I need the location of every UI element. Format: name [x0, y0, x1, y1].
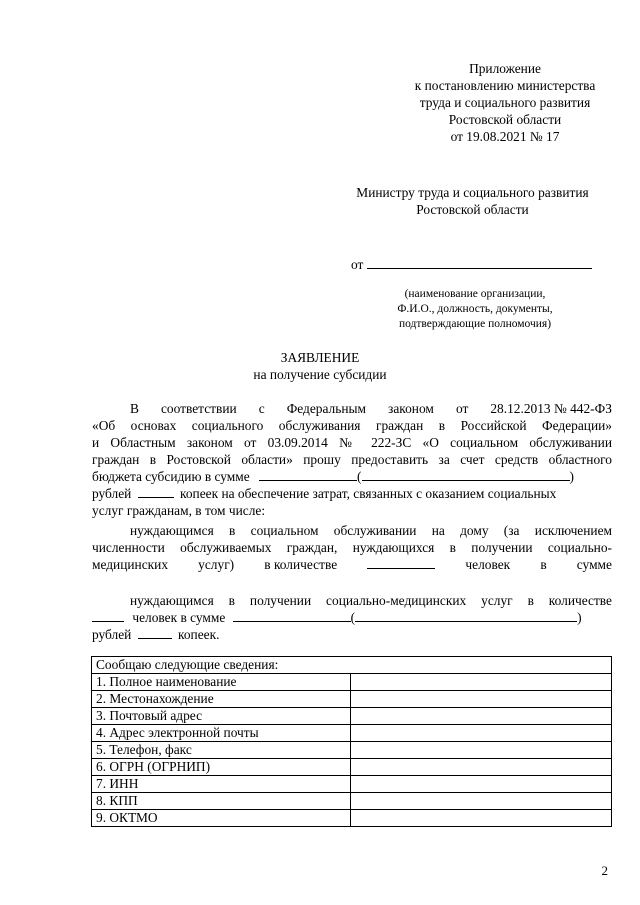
table-header-row: [92, 657, 612, 674]
table-row: [92, 725, 612, 742]
paragraph-2: [92, 522, 612, 573]
text: бюджета субсидию в сумме: [92, 469, 250, 484]
count-blank[interactable]: [92, 609, 124, 622]
word: сумме: [576, 557, 612, 572]
word: 28.12.2013 № 442-ФЗ: [490, 401, 612, 416]
table-row: [92, 776, 612, 793]
table-row-value[interactable]: [351, 674, 612, 691]
appendix-line: Приложение: [469, 61, 541, 76]
table-row-value[interactable]: [351, 708, 612, 725]
appendix-line: от 19.08.2021 № 17: [450, 129, 560, 144]
table-row-label: 5. Телефон, факс: [92, 742, 351, 759]
table-row: [92, 742, 612, 759]
table-row-value[interactable]: [351, 776, 612, 793]
count-blank[interactable]: [367, 556, 435, 569]
table-row-label: 1. Полное наименование: [92, 674, 351, 691]
table-row-label: 4. Адрес электронной почты: [92, 725, 351, 742]
appendix-line: к постановлению министерства: [414, 78, 596, 93]
kopecks-blank[interactable]: [138, 626, 172, 639]
from-label: от: [351, 257, 364, 272]
paragraph-line: [92, 556, 612, 573]
paragraph-line: [92, 485, 612, 502]
paragraph-line: и Областным законом от 03.09.2014 № 222-ЗС «О социальном обслуживании: [92, 435, 612, 450]
paragraph-line: «Об основах социального обслуживания граждан в Российской Федерации»: [92, 418, 612, 433]
table-row: [92, 793, 612, 810]
paragraph-line: бюджета субсидию в сумме ( ): [92, 469, 574, 484]
table-row-label: 8. КПП: [92, 793, 351, 810]
word: с: [258, 401, 265, 416]
appendix-line: Ростовской области: [448, 112, 562, 127]
amount-blank[interactable]: [259, 468, 357, 481]
table-row-label: 6. ОГРН (ОГРНИП): [92, 759, 351, 776]
addressee-block: [330, 184, 615, 218]
word: Федеральным: [286, 401, 366, 416]
table-row: [92, 708, 612, 725]
hint-line: подтверждающие полномочия): [398, 318, 552, 330]
table-row-value[interactable]: [351, 691, 612, 708]
document-subtitle: на получение субсидии: [253, 367, 387, 382]
table-row-label: 9. ОКТМО: [92, 810, 351, 827]
addressee-line: Ростовской области: [416, 202, 529, 217]
text: рублей: [92, 486, 132, 501]
word: В: [130, 401, 139, 416]
document-title: ЗАЯВЛЕНИЕ: [280, 350, 360, 365]
from-line: [351, 256, 592, 273]
paragraph-line: [92, 400, 612, 417]
word: в количестве: [264, 557, 338, 572]
paragraph-3: [92, 592, 612, 643]
text: копеек на обеспечение затрат, связанных с оказанием социальных: [180, 486, 557, 501]
word: услуг): [198, 557, 235, 572]
hint-line: Ф.И.О., должность, документы,: [397, 303, 553, 315]
word: человек: [465, 557, 511, 572]
page-number: 2: [601, 863, 608, 878]
text: человек в сумме: [132, 610, 226, 625]
appendix-line: труда и социального развития: [419, 95, 591, 110]
table-row-label: 2. Местонахождение: [92, 691, 351, 708]
from-hint: [360, 287, 590, 332]
table-row-label: 7. ИНН: [92, 776, 351, 793]
amount-words-blank[interactable]: [355, 609, 577, 622]
table-row: [92, 674, 612, 691]
word: медицинских: [92, 557, 169, 572]
table-row: [92, 691, 612, 708]
text: копеек.: [178, 627, 220, 642]
paragraph-line: услуг гражданам, в том числе:: [92, 503, 266, 518]
paragraph-line: граждан в Ростовской области» прошу предоставить за счет средств областного: [92, 452, 612, 467]
amount-words-blank[interactable]: [362, 468, 570, 481]
word: в: [540, 557, 547, 572]
table-row-value[interactable]: [351, 793, 612, 810]
table-row: [92, 810, 612, 827]
addressee-line: Министру труда и социального развития: [356, 185, 589, 200]
word: соответствии: [160, 401, 237, 416]
table-row: [92, 759, 612, 776]
table-header: Сообщаю следующие сведения:: [92, 657, 612, 674]
info-table: [91, 656, 612, 827]
table-row-value[interactable]: [351, 742, 612, 759]
paragraph-line: нуждающимся в получении социально-медицинских услуг в количестве: [130, 593, 612, 608]
paragraph-1: [92, 400, 612, 519]
from-blank-field[interactable]: [367, 256, 592, 269]
table-row-value[interactable]: [351, 810, 612, 827]
amount-blank[interactable]: [233, 609, 351, 622]
hint-line: (наименование организации,: [404, 288, 546, 300]
paragraph-line: численности обслуживаемых граждан, нуждающихся в получении социально-: [92, 540, 612, 555]
paragraph-line: человек в сумме ( ): [92, 609, 612, 626]
table-row-label: 3. Почтовый адрес: [92, 708, 351, 725]
appendix-block: [380, 60, 630, 145]
kopecks-blank[interactable]: [138, 485, 174, 498]
word: от: [455, 401, 469, 416]
table-row-value[interactable]: [351, 725, 612, 742]
table-row-value[interactable]: [351, 759, 612, 776]
text: рублей: [92, 627, 132, 642]
paragraph-line: нуждающимся в социальном обслуживании на дому (за исключением: [130, 523, 612, 538]
paragraph-line: [92, 626, 612, 643]
word: законом: [388, 401, 434, 416]
